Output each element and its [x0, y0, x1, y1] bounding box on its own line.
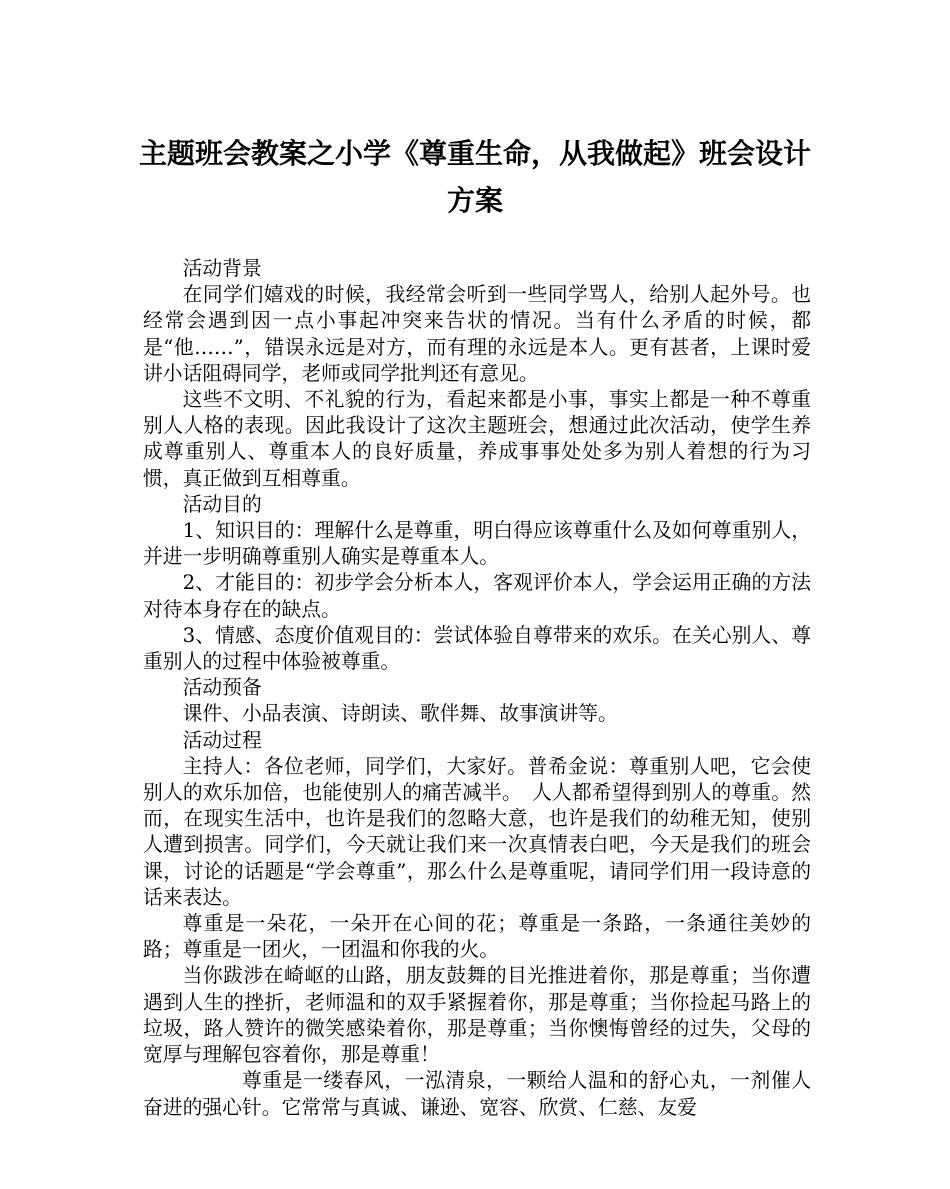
- document-body: [143, 256, 811, 1121]
- goal-emotion: 3、情感、态度价值观目的：尝试体验自尊带来的欢乐。在关心别人、尊重别人的过程中体验被尊重。: [143, 623, 811, 674]
- paragraph-respect-poem-1: 尊重是一朵花，一朵开在心间的花；尊重是一条路，一条通往美妙的路；尊重是一团火，一团温和你我的火。: [143, 912, 811, 962]
- document-title: 主题班会教案之小学《尊重生命，从我做起》班会设计方案: [138, 137, 811, 217]
- heading-activity-preparation: 活动预备: [182, 676, 262, 700]
- paragraph-respect-poem-3: 尊重是一缕春风，一泓清泉，一颗给人温和的舒心丸，一剂催人奋进的强心针。它常常与真诚、谦逊、宽容、欣赏、仁慈、友爱: [143, 1069, 811, 1119]
- goal-ability: 2、才能目的：初步学会分析本人，客观评价本人，学会运用正确的方法对待本身存在的缺点。: [143, 571, 811, 621]
- paragraph-respect-poem-2: 当你跋涉在崎岖的山路，朋友鼓舞的目光推进着你，那是尊重；当你遭遇到人生的挫折，老师温和的双手紧握着你，那是尊重；当你捡起马路上的垃圾，路人赞许的微笑感染着你，那是尊重；当你懊悔曾经的过失，父母的宽厚与理解包容着你，那是尊重！: [143, 964, 811, 1067]
- paragraph-preparation: 课件、小品表演、诗朗读、歌伴舞、故事演讲等。: [182, 702, 618, 726]
- goal-knowledge: 1、知识目的：理解什么是尊重，明白得应该尊重什么及如何尊重别人，并进一步明确尊重别人确实是尊重本人。: [143, 519, 811, 569]
- heading-activity-background: 活动背景: [182, 257, 262, 280]
- paragraph-host-speech: 主持人：各位老师，同学们，大家好。普希金说：尊重别人吧，它会使别人的欢乐加倍，也能使别人的痛苦减半。 人人都希望得到别人的尊重。然而，在现实生活中，也许是我们的忽略大意，也许是我们的幼稚无知，使别人遭到损害。同学们，今天就让我们来一次真情表白吧，今天是我们的班会课，讨论的话题是“学会尊重”，那么什么是尊重呢，请同学们用一段诗意的话来表达。: [143, 754, 811, 909]
- paragraph-background-1: 在同学们嬉戏的时候，我经常会听到一些同学骂人，给别人起外号。也经常会遇到因一点小事起冲突来告状的情况。当有什么矛盾的时候，都是“他……”，错误永远是对方，而有理的永远是本人。更有甚者，上课时爱讲小话阻碍同学，老师或同学批判还有意见。: [143, 283, 811, 385]
- heading-activity-process: 活动过程: [182, 728, 262, 752]
- paragraph-background-2: 这些不文明、不礼貌的行为，看起来都是小事，事实上都是一种不尊重别人人格的表现。因此我设计了这次主题班会，想通过此次活动，使学生养成尊重别人、尊重本人的良好质量，养成事事处处多为别人着想的行为习惯，真正做到互相尊重。: [143, 388, 811, 490]
- heading-activity-goals: 活动目的: [182, 492, 262, 516]
